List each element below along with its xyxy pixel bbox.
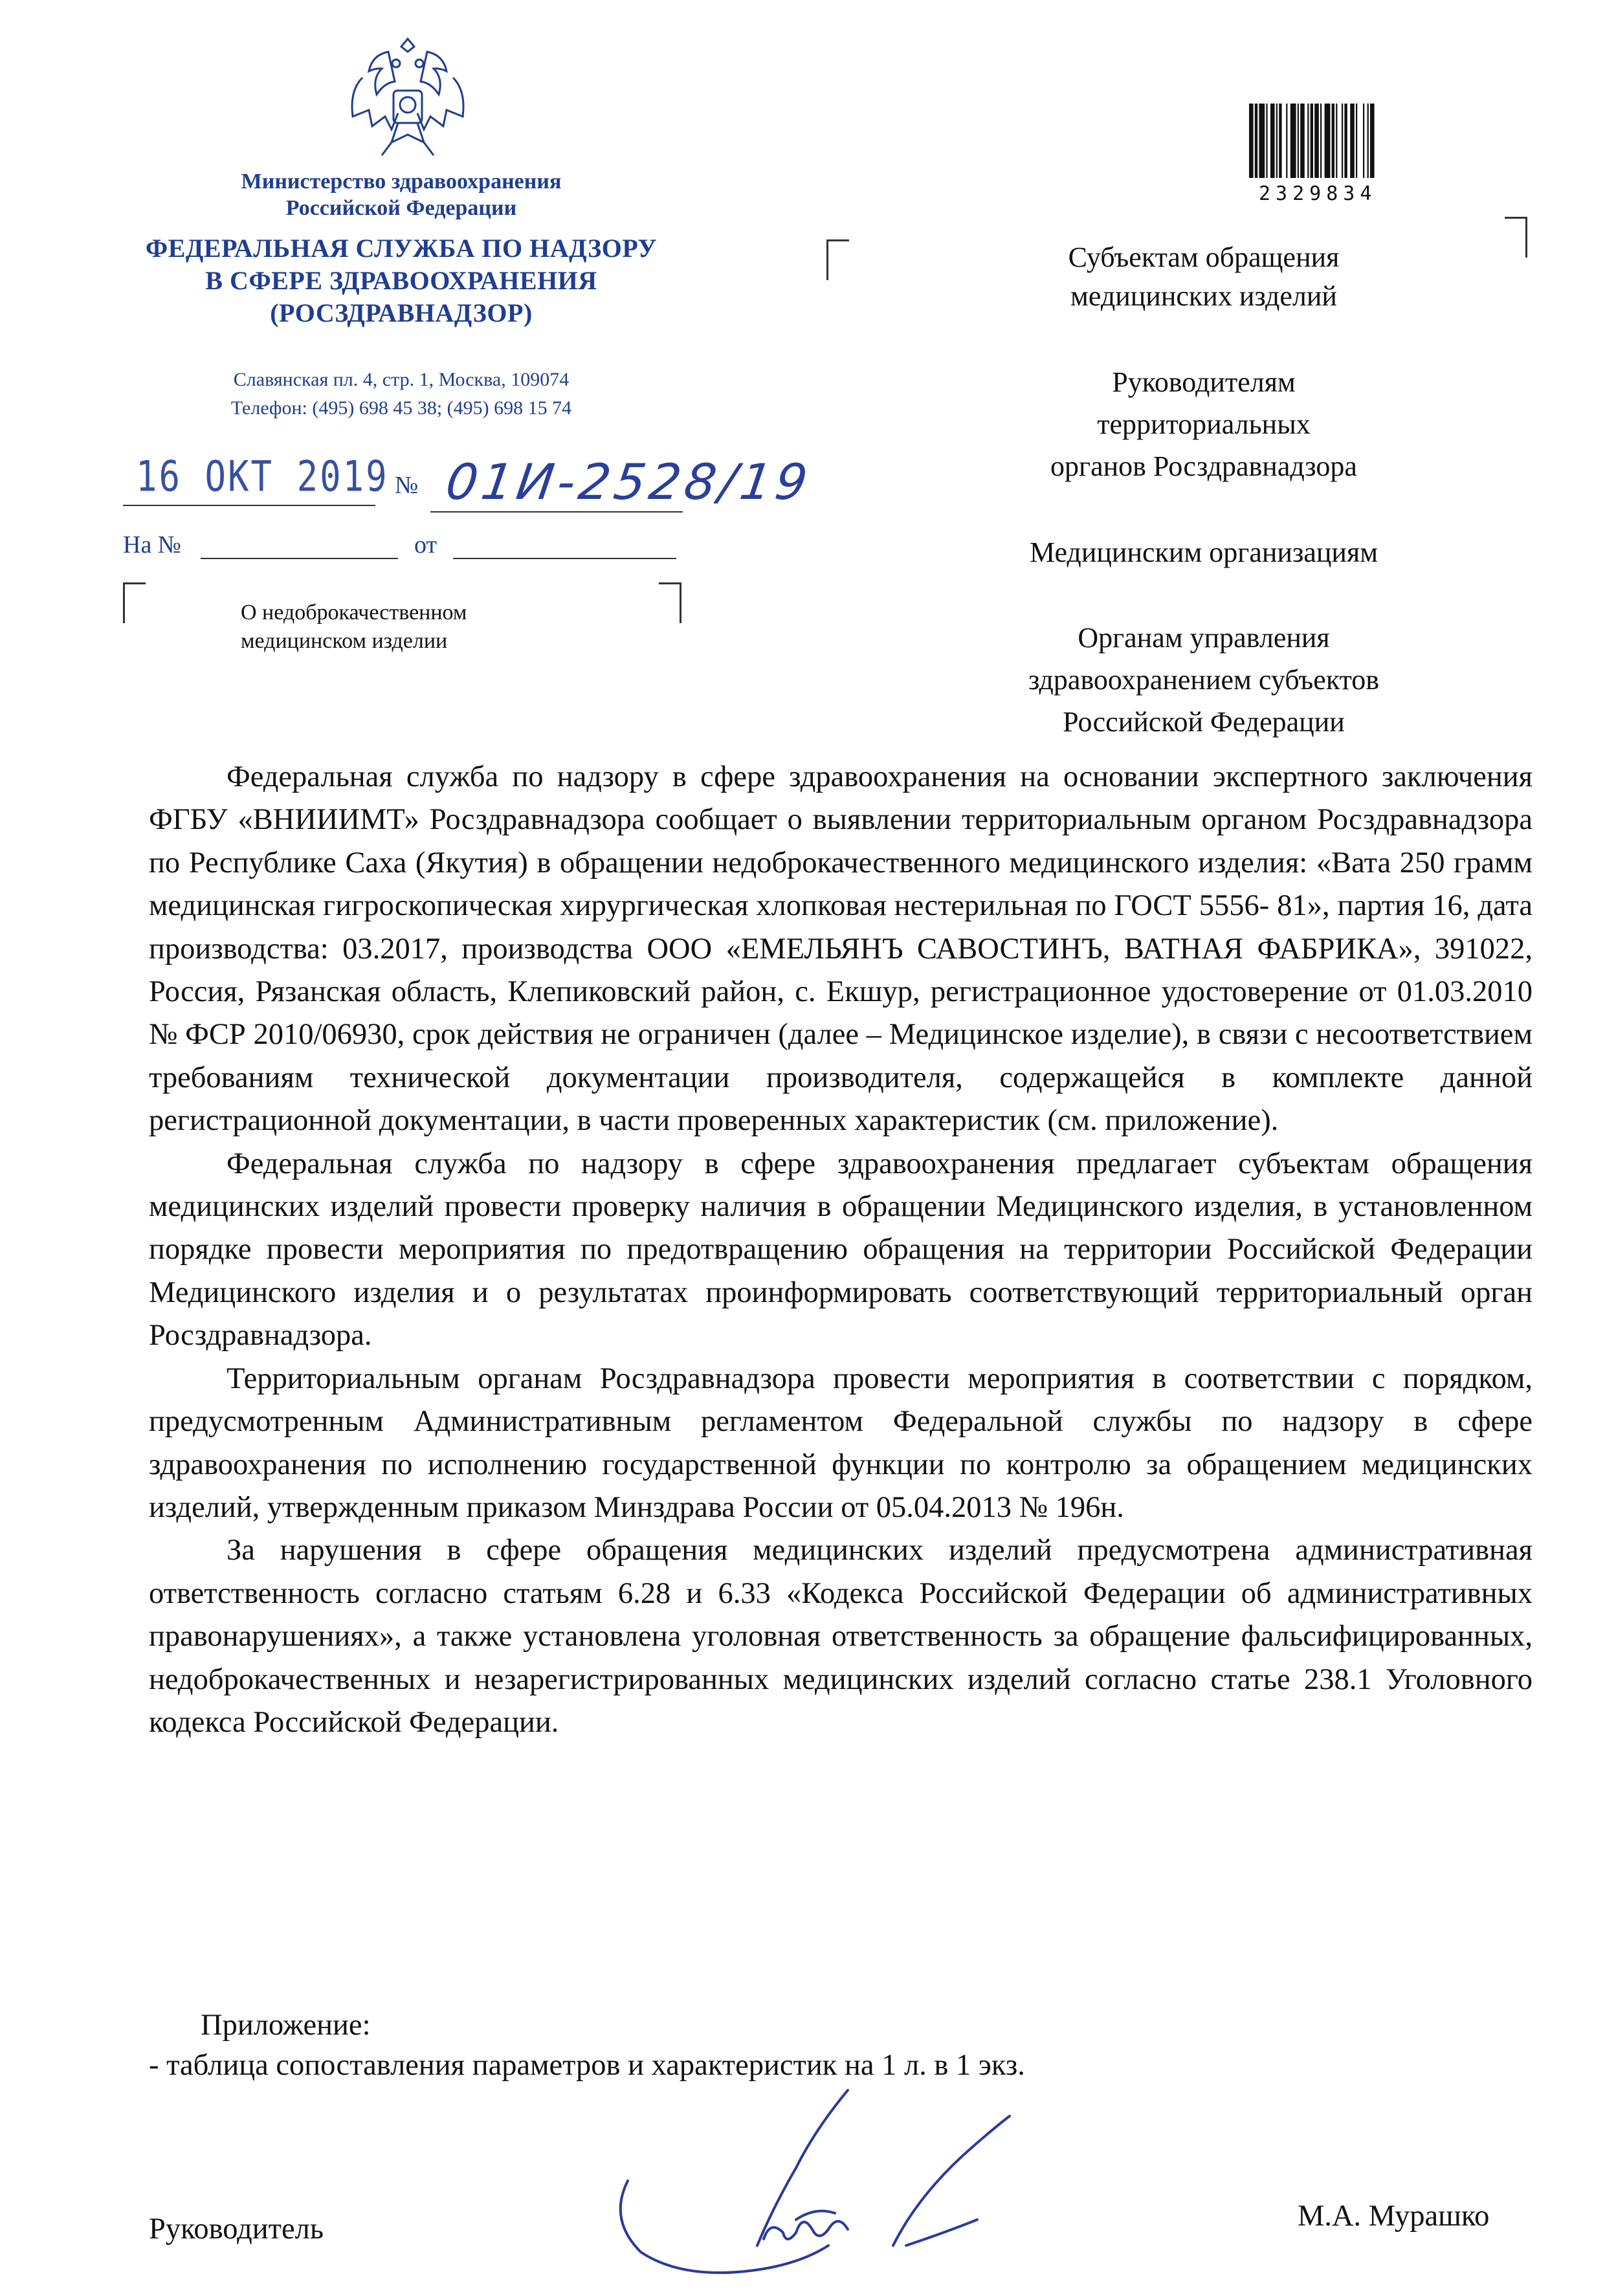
subject-bracket-left [123, 582, 146, 623]
addressee-4-line-3: Российской Федерации [1063, 706, 1345, 738]
barcode-bar [1307, 104, 1309, 178]
service-phone: Телефон: (495) 698 45 38; (495) 698 15 74 [230, 397, 572, 419]
service-name-line-1: ФЕДЕРАЛЬНАЯ СЛУЖБА ПО НАДЗОРУ [145, 234, 658, 263]
attachment-label: Приложение: [201, 2009, 371, 2042]
addressee-1-line-1: Субъектам обращения [1068, 241, 1340, 273]
service-address: Славянская пл. 4, стр. 1, Москва, 109074 [233, 369, 570, 390]
handwritten-signature [602, 2084, 1068, 2278]
barcode-bar [1336, 104, 1337, 178]
barcode-bar [1314, 104, 1319, 178]
attachment-item: - таблица сопоставления параметров и характеристик на 1 л. в 1 экз. [149, 2049, 1025, 2082]
barcode-bar [1344, 104, 1347, 178]
signer-title: Руководитель [149, 2213, 324, 2246]
coat-of-arms-emblem-icon [337, 32, 479, 162]
reference-date-blank [453, 558, 676, 559]
barcode-bar [1290, 104, 1296, 178]
barcode-bar [1325, 104, 1331, 178]
registration-number: 01И-2528/19 [442, 453, 815, 511]
signer-name: М.А. Мурашко [1298, 2200, 1490, 2233]
subject-line-2: медицинском изделии [241, 629, 448, 653]
number-underline [430, 511, 683, 513]
addressee-4-line-1: Органам управления [1078, 622, 1330, 654]
service-name-line-3: (РОСЗДРАВНАДЗОР) [270, 298, 533, 327]
subject-bracket-right [659, 582, 681, 623]
barcode-bar [1249, 104, 1254, 178]
barcode-bar [1332, 104, 1334, 178]
barcode-bar [1255, 104, 1257, 178]
letter-body [149, 756, 1533, 1744]
addressee-2-line-3: органов Росздравнадзора [1050, 450, 1357, 482]
addressee-2-line-2: территориальных [1097, 408, 1311, 440]
reference-number-blank [201, 558, 398, 559]
reference-date-label: от [414, 531, 437, 558]
barcode-bar [1342, 104, 1343, 178]
reference-number-label: На № [123, 531, 182, 558]
addressee-bracket-left [826, 239, 849, 280]
barcode-bar [1298, 104, 1299, 178]
barcode-bar [1266, 104, 1267, 178]
ministry-name-line-2: Российской Федерации [285, 196, 517, 220]
barcode-bar [1350, 104, 1355, 178]
registration-date-stamp: 16 ОКТ 2019 [136, 452, 389, 502]
barcode-bar [1279, 104, 1281, 178]
number-sign: № [395, 472, 419, 499]
date-underline [123, 505, 375, 506]
barcode-bar [1356, 104, 1357, 178]
barcode-bar [1367, 104, 1369, 178]
ministry-name-line-1: Министерство здравоохранения [241, 170, 562, 193]
addressee-3-line-1: Медицинским организациям [1029, 536, 1378, 568]
body-paragraph-3: Территориальным органам Росздравнадзора провести мероприятия в соответствии с порядком, предусмотренным Административным регламентом Федеральной службы по надзору в сфере здравоохранения по исполнению государственной функции по контролю за обращением медицинских изделий, утвержденным приказом Минздрава России от 05.04.2013 № 196н. [149, 1362, 1533, 1524]
body-paragraph-2: Федеральная служба по надзору в сфере здравоохранения предлагает субъектам обращения медицинских изделий провести проверку наличия в обращении Медицинского изделия, в установленном порядке провести мероприятия по предотвращению обращения на территории Российской Федерации Медицинского изделия и о результатах проинформировать соответствующий территориальный орган Росздравнадзора. [149, 1147, 1533, 1352]
addressee-1-line-2: медицинских изделий [1070, 280, 1337, 312]
barcode-bar [1320, 104, 1322, 178]
barcode-bar [1370, 104, 1375, 178]
addressee-4-line-2: здравоохранением субъектов [1028, 664, 1380, 696]
addressee-2-line-1: Руководителям [1112, 366, 1296, 398]
barcode-bar [1259, 104, 1265, 178]
barcode-bar [1270, 104, 1275, 178]
barcode-icon [1248, 104, 1416, 178]
subject-line-1: О недоброкачественном [241, 601, 467, 624]
body-paragraph-1: Федеральная служба по надзору в сфере здравоохранения на основании экспертного заключения ФГБУ «ВНИИИМТ» Росздравнадзора сообщает о выявлении территориальным органом Росздравнадзора по Республике Саха (Якутия) в обращении недоброкачественного медицинского изделия: «Вата 250 грамм медицинская гигроскопическая хирургическая хлопковая нестерильная по ГОСТ 5556- 81», партия 16, дата производства: 03.2017, производства ООО «ЕМЕЛЬЯНЪ САВОСТИНЪ, ВАТНАЯ ФАБРИКА», 391022, Россия, Рязанская область, Клепиковский район, с. Екшур, регистрационное удостоверение от 01.03.2010 № ФСР 2010/06930, срок действия не ограничен (далее – Медицинское изделие), в связи с несоответствием требованиям технической документации производителя, содержащейся в комплекте данной регистрационной документации, в части проверенных характеристик (см. приложение). [149, 760, 1533, 1138]
barcode-bar [1286, 104, 1287, 178]
barcode-bar [1300, 104, 1305, 178]
barcode-bar [1311, 104, 1313, 178]
addressee-bracket-right [1505, 217, 1527, 258]
barcode-bar [1363, 104, 1364, 178]
barcode-bar [1276, 104, 1278, 178]
service-name-line-2: В СФЕРЕ ЗДРАВООХРАНЕНИЯ [205, 266, 597, 295]
body-paragraph-4: За нарушения в сфере обращения медицинских изделий предусмотрена административная ответственность согласно статьям 6.28 и 6.33 «Кодекса Российской Федерации об административных правонарушениях», а также установлена уголовная ответственность за обращение фальсифицированных, недоброкачественных и незарегистрированных медицинских изделий согласно статье 238.1 Уголовного кодекса Российской Федерации. [149, 1534, 1533, 1739]
barcode-number: 2329834 [1259, 182, 1377, 205]
